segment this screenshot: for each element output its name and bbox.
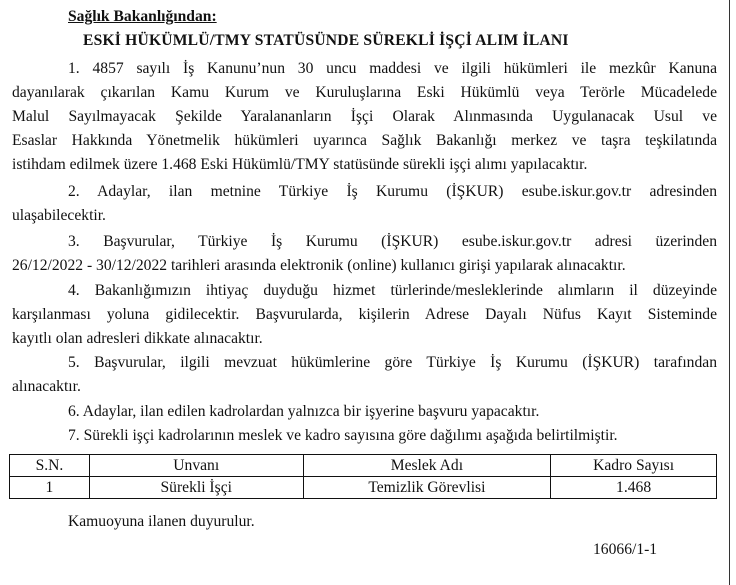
issuer-heading: Sağlık Bakanlığından: [68,8,217,25]
item-1-line-4: Esaslar Hakkında Yönetmelik hükümleri uyarınca Sağlık Bakanlığı merkez ve taşra teşkilatında [12,132,717,149]
item-4-line-1: 4. Bakanlığımızın ihtiyaç duyduğu hizmet türlerinde/mesleklerinde alımların il düzeyinde [68,282,717,299]
closing-statement: Kamuoyuna ilanen duyurulur. [68,513,255,530]
item-5-line-1: 5. Başvurular, ilgili mevzuat hükümlerine göre Türkiye İş Kurumu (İŞKUR) tarafından [68,354,717,371]
item-3-line-2: 26/12/2022 - 30/12/2022 tarihleri arasında elektronik (online) kullanıcı girişi yapılarak alınacaktır. [12,257,626,274]
item-5-line-2: alınacaktır. [12,378,81,395]
staff-distribution-table [9,454,717,499]
header-profession: Meslek Adı [303,455,551,477]
header-position-count: Kadro Sayısı [551,455,717,477]
cell-position-count: 1.468 [551,477,717,499]
item-4-line-3: kayıtlı olan adresleri dikkate alınacaktır. [12,330,263,347]
announcement-title: ESKİ HÜKÜMLÜ/TMY STATÜSÜNDE SÜREKLİ İŞÇİ ALIM İLANI [83,32,569,49]
reference-number: 16066/1-1 [593,541,658,558]
item-2-line-2: ulaşabilecektir. [12,207,106,224]
item-2-line-1: 2. Adaylar, ilan metnine Türkiye İş Kurumu (İŞKUR) esube.iskur.gov.tr adresinden [68,183,717,200]
table-header-row [10,455,717,477]
table-row [10,477,717,499]
item-6-line-1: 6. Adaylar, ilan edilen kadrolardan yalnızca bir işyerine başvuru yapacaktır. [68,403,540,420]
page-edge-line [729,0,730,585]
item-7-line-1: 7. Sürekli işçi kadrolarının meslek ve kadro sayısına göre dağılımı aşağıda belirtilmiştir. [68,427,618,444]
header-title: Unvanı [89,455,303,477]
cell-profession: Temizlik Görevlisi [303,477,551,499]
item-3-line-1: 3. Başvurular, Türkiye İş Kurumu (İŞKUR) esube.iskur.gov.tr adresi üzerinden [68,233,717,250]
item-1-line-5: istihdam edilmek üzere 1.468 Eski Hükümlü/TMY statüsünde sürekli işçi alımı yapılacaktır. [12,156,588,173]
item-1-line-3: Malul Sayılmayacak Şekilde Yaralananların İşçi Olarak Alınmasında Uygulanacak Usul ve [12,108,717,125]
item-1-line-2: dayanılarak çıkarılan Kamu Kurum ve Kuruluşlarına Eski Hükümlü veya Terörle Mücadelede [12,84,717,101]
cell-sn: 1 [10,477,90,499]
cell-title: Sürekli İşçi [89,477,303,499]
item-1-line-1: 1. 4857 sayılı İş Kanunu’nun 30 uncu maddesi ve ilgili hükümleri ile mezkûr Kanuna [68,60,717,77]
header-sn: S.N. [10,455,90,477]
item-4-line-2: karşılanması yoluna gidilecektir. Başvurularda, kişilerin Adrese Dayalı Nüfus Kayıt Sisteminde [12,306,717,323]
